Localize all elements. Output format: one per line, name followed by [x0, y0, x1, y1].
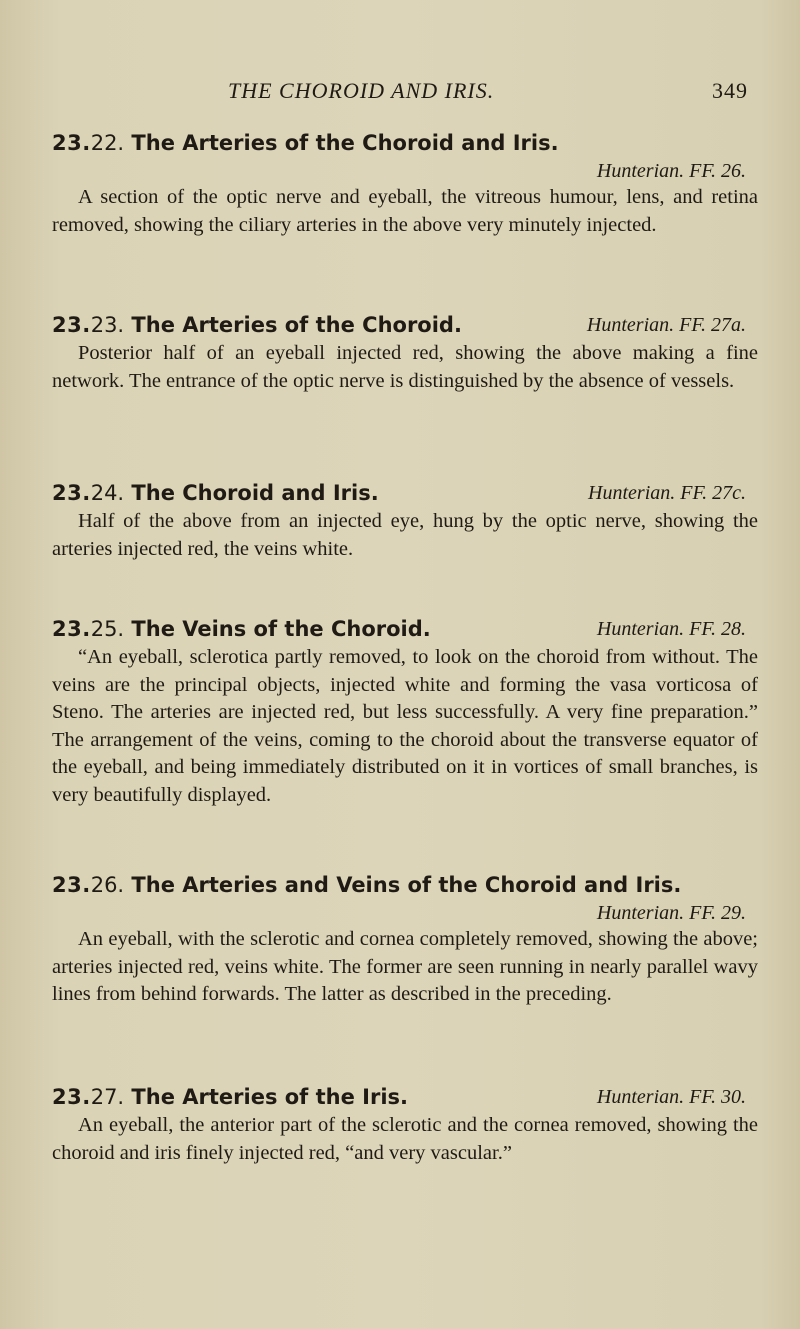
entry-number: 23.	[52, 617, 91, 641]
entry-sub-number: 23.	[90, 313, 125, 337]
entry-reference: Hunterian. FF. 27a.	[586, 314, 746, 336]
entry-description: “An eyeball, sclerotica partly removed, to look on the choroid from without. The veins are the principal objects, injected white and forming the vasa vorticosa of Steno. The arteries are injected red, but less successfully. A very fine preparation.” The arrangement of the veins, coming to the choroid about the transverse equator of the eyeball, and being immediately distributed on it in vortices of small branches, is very beautifully displayed.	[52, 646, 758, 806]
catalogue-entry	[52, 478, 758, 563]
entry-number: 23.	[52, 1085, 91, 1109]
entry-reference: Hunterian. FF. 28.	[596, 618, 746, 640]
entry-heading	[52, 128, 758, 158]
entry-description: An eyeball, with the sclerotic and cornea completely removed, showing the above; arteries injected red, veins white. The former are seen running in nearly parallel wavy lines from behind forwards. The latter as described in the preceding.	[52, 928, 758, 1005]
entry-reference: Hunterian. FF. 29.	[596, 902, 746, 924]
entry-description: Half of the above from an injected eye, hung by the optic nerve, showing the arteries injected red, the veins white.	[52, 510, 758, 560]
entry-title: The Arteries of the Iris.	[131, 1085, 409, 1109]
entry-description: A section of the optic nerve and eyeball, the vitreous humour, lens, and retina removed, showing the ciliary arteries in the above very minutely injected.	[52, 186, 758, 236]
entry-sub-number: 26.	[90, 873, 125, 897]
entry-number: 23.	[52, 481, 91, 505]
entry-title: The Arteries of the Choroid and Iris.	[131, 131, 559, 155]
page-number: 349	[712, 78, 748, 103]
running-head	[228, 78, 748, 108]
entry-reference: Hunterian. FF. 26.	[596, 160, 746, 182]
entry-sub-number: 25.	[90, 617, 125, 641]
entry-title: The Choroid and Iris.	[131, 481, 379, 505]
entry-heading	[52, 478, 758, 508]
entry-number: 23.	[52, 313, 91, 337]
entry-title: The Veins of the Choroid.	[131, 617, 431, 641]
catalogue-entry	[52, 128, 758, 239]
catalogue-entry	[52, 614, 758, 809]
entry-sub-number: 24.	[90, 481, 125, 505]
entry-title: The Arteries and Veins of the Choroid and Iris.	[131, 873, 682, 897]
entry-description: Posterior half of an eyeball injected red, showing the above making a fine network. The entrance of the optic nerve is distinguished by the absence of vessels.	[52, 342, 758, 392]
entry-heading	[52, 1082, 758, 1112]
entry-sub-number: 22.	[90, 131, 125, 155]
entry-reference: Hunterian. FF. 27c.	[588, 482, 746, 504]
running-head-title: THE CHOROID AND IRIS.	[228, 78, 495, 103]
entry-description: An eyeball, the anterior part of the sclerotic and the cornea removed, showing the choroid and iris finely injected red, “and very vascular.”	[52, 1114, 758, 1164]
entry-heading	[52, 614, 758, 644]
entry-heading	[52, 870, 758, 900]
catalogue-entry	[52, 310, 758, 395]
entry-heading	[52, 310, 758, 340]
entry-number: 23.	[52, 873, 91, 897]
entry-reference: Hunterian. FF. 30.	[596, 1086, 746, 1108]
catalogue-entry	[52, 1082, 758, 1167]
entry-number: 23.	[52, 131, 91, 155]
entry-sub-number: 27.	[90, 1085, 125, 1109]
catalogue-entry	[52, 870, 758, 1009]
entry-title: The Arteries of the Choroid.	[131, 313, 462, 337]
